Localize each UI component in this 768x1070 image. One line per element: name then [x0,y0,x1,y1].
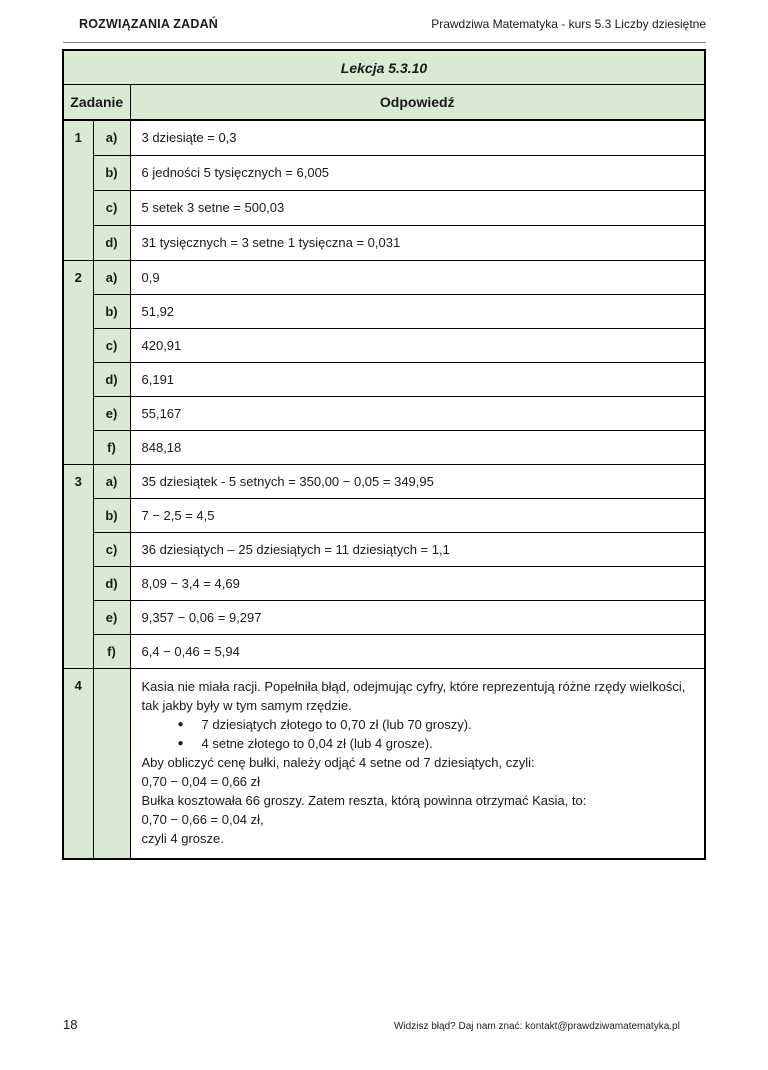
answer-cell: 848,18 [130,430,705,464]
lesson-title-row [63,50,705,85]
answer-cell: 36 dziesiątych – 25 dziesiątych = 11 dziesiątych = 1,1 [130,532,705,566]
table-row [63,362,705,396]
lesson-title: Lekcja 5.3.10 [63,50,705,85]
answer-cell: 6,191 [130,362,705,396]
answer-cell: 8,09 − 3,4 = 4,69 [130,566,705,600]
part-letter: c) [93,328,130,362]
part-letter: c) [93,190,130,225]
table-row [63,120,705,155]
answer-intro: Kasia nie miała racji. Popełniła błąd, odejmując cyfry, które reprezentują różne rzędy wielkości, tak jakby były w tym samym rzędzie. [141,678,686,713]
answer-cell: 55,167 [130,396,705,430]
answer-line: Bułka kosztowała 66 groszy. Zatem reszta, którą powinna otrzymać Kasia, to: [141,792,587,808]
header-left-title: ROZWIĄZANIA ZADAŃ [79,17,219,31]
task-number: 3 [63,464,93,668]
answer-cell: 0,9 [130,260,705,294]
column-header-task: Zadanie [63,85,130,121]
table-row [63,464,705,498]
answer-cell: 6 jedności 5 tysięcznych = 6,005 [130,155,705,190]
part-letter: c) [93,532,130,566]
header-right-course: Prawdziwa Matematyka - kurs 5.3 Liczby dziesiętne [431,17,706,31]
part-letter: b) [93,294,130,328]
part-letter: f) [93,430,130,464]
answer-line: 0,70 − 0,04 = 0,66 zł [141,773,261,789]
table-row [63,155,705,190]
part-letter: b) [93,498,130,532]
part-letter-empty [93,668,130,859]
table-row [63,225,705,260]
column-header-answer: Odpowiedź [130,85,705,121]
table-row [63,634,705,668]
bullet-text: 4 setne złotego to 0,04 zł (lub 4 grosze). [201,735,433,751]
part-letter: a) [93,120,130,155]
footer-contact-note: Widzisz błąd? Daj nam znać: kontakt@prawdziwamatematyka.pl [394,1021,680,1032]
table-row [63,668,705,859]
part-letter: d) [93,362,130,396]
answer-cell: 7 − 2,5 = 4,5 [130,498,705,532]
list-item [142,734,691,753]
table-row [63,190,705,225]
table-row [63,396,705,430]
answer-cell: 5 setek 3 setne = 500,03 [130,190,705,225]
table-row [63,328,705,362]
bullet-icon: ● [177,737,184,749]
table-row [63,566,705,600]
answer-cell: 51,92 [130,294,705,328]
bullet-text: 7 dziesiątych złotego to 0,70 zł (lub 70 groszy). [201,716,472,732]
page-number: 18 [63,1017,78,1032]
answer-cell: 6,4 − 0,46 = 5,94 [130,634,705,668]
task-number: 2 [63,260,93,464]
answer-bullet-list [142,715,691,753]
answer-cell: 35 dziesiątek - 5 setnych = 350,00 − 0,05 = 349,95 [130,464,705,498]
bullet-icon: ● [177,718,184,730]
part-letter: a) [93,464,130,498]
answer-cell: 9,357 − 0,06 = 9,297 [130,600,705,634]
task-number: 4 [63,668,93,859]
part-letter: e) [93,396,130,430]
table-row [63,430,705,464]
answer-cell [130,668,705,859]
part-letter: f) [93,634,130,668]
part-letter: b) [93,155,130,190]
answer-line: Aby obliczyć cenę bułki, należy odjąć 4 setne od 7 dziesiątych, czyli: [141,754,535,770]
table-row [63,498,705,532]
task-number: 1 [63,120,93,260]
answer-line: czyli 4 grosze. [141,830,224,846]
table-row [63,260,705,294]
part-letter: a) [93,260,130,294]
running-header [63,17,706,31]
part-letter: e) [93,600,130,634]
table-row [63,532,705,566]
list-item [142,715,691,734]
answer-cell: 31 tysięcznych = 3 setne 1 tysięczna = 0,031 [130,225,705,260]
column-header-row [63,85,705,121]
part-letter: d) [93,566,130,600]
part-letter: d) [93,225,130,260]
table-row [63,600,705,634]
answers-table [62,49,706,860]
header-divider [63,42,706,43]
table-row [63,294,705,328]
answer-line: 0,70 − 0,66 = 0,04 zł, [141,811,264,827]
answer-cell: 3 dziesiąte = 0,3 [130,120,705,155]
answer-cell: 420,91 [130,328,705,362]
